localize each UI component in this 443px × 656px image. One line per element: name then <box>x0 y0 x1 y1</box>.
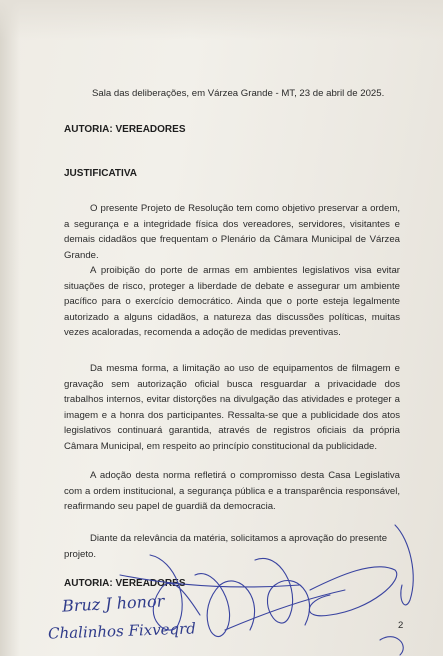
paragraph-closing: Diante da relevância da matéria, solicitamos a aprovação do presente projeto. <box>64 533 388 560</box>
signature-2: Chalinhos Fixveqrd <box>47 619 197 643</box>
scribble-loop-1 <box>150 555 200 630</box>
paragraph-commitment: A adoção desta norma refletirá o compromisso desta Casa Legislativa com a ordem institucional, a segurança pública e a transparência responsável, reafirmando seu papel de guardiã da democracia. <box>64 470 400 513</box>
paragraph-objective: O presente Projeto de Resolução tem como objetivo preservar a ordem, a segurança e a integridade física dos vereadores, servidores, visitantes e demais cidadãos que frequentam o Plenário da Câmara Municipal de Várzea Grande. <box>64 203 400 261</box>
authorship-heading-top: AUTORIA: VEREADORES <box>64 124 186 135</box>
scribble-right-mark <box>395 525 413 605</box>
signature-1: Bruz J honor <box>61 591 165 616</box>
place-date-line: Sala das deliberações, em Várzea Grande - MT, 23 de abril de 2025. <box>92 88 385 99</box>
page-number: 2 <box>398 620 404 631</box>
scribble-oval <box>309 567 396 616</box>
paragraph-weapons: A proibição do porte de armas em ambientes legislativos visa evitar situações de risco, proteger a liberdade de debate e assegurar um ambiente pacífico para o exercício democrático. Ainda que o porte esteja legalmente autorizado a alguns cidadãos, a natureza das discussões políticas, muitas vezes acaloradas, recomenda a adoção de medidas preventivas. <box>64 265 400 339</box>
authorship-heading-bottom: AUTORIA: VEREADORES <box>64 578 186 589</box>
scribble-hook <box>380 637 403 655</box>
paragraph-recording: Da mesma forma, a limitação ao uso de equipamentos de filmagem e gravação sem autorização oficial busca resguardar a privacidade dos trabalhos internos, evitar distorções na divulgação das atividades e proteger a imagem e a honra dos participantes. Ressalta-se que a publicidade dos atos legislativos continuará garantida, através de registros oficiais da própria Câmara Municipal, em respeito ao princípio constitucional da publicidade. <box>64 363 400 452</box>
scribble-loop-2 <box>195 574 255 637</box>
justification-heading: JUSTIFICATIVA <box>64 168 137 179</box>
